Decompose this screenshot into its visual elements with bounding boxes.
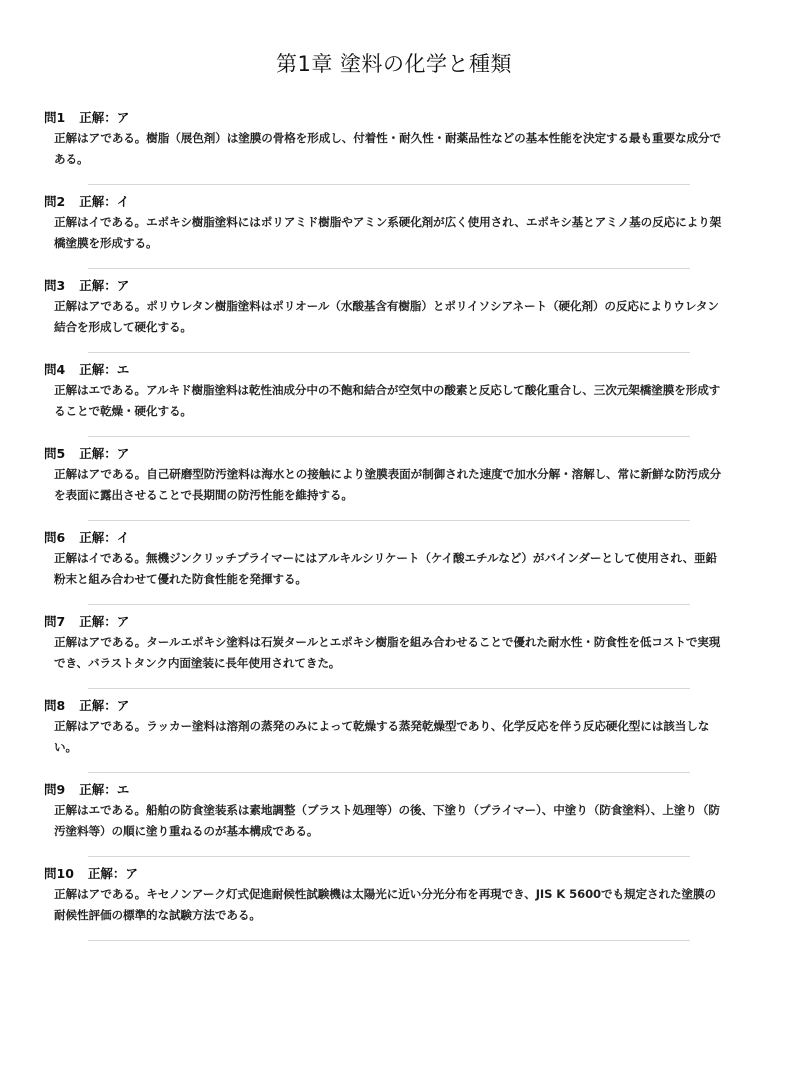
question-number: 問3	[44, 278, 66, 293]
question-number: 問7	[44, 614, 66, 629]
question-header	[44, 444, 724, 464]
divider	[88, 856, 690, 857]
correct-answer: 正解：イ	[79, 530, 130, 545]
answer-item-3	[44, 276, 724, 360]
divider	[88, 268, 690, 269]
question-number: 問1	[44, 110, 66, 125]
divider	[88, 688, 690, 689]
answer-explanation: 正解はエである。アルキド樹脂塗料は乾性油成分中の不飽和結合が空気中の酸素と反応して酸化重合し、三次元架橋塗膜を形成することで乾燥・硬化する。	[54, 383, 721, 418]
question-number: 問6	[44, 530, 66, 545]
correct-answer: 正解：ア	[79, 278, 130, 293]
question-number: 問4	[44, 362, 66, 377]
correct-answer: 正解：イ	[79, 194, 130, 209]
correct-answer: 正解：ア	[79, 614, 130, 629]
correct-answer: 正解：ア	[79, 110, 130, 125]
answer-item-8	[44, 696, 724, 780]
question-header	[44, 612, 724, 632]
divider	[88, 772, 690, 773]
question-header	[44, 696, 724, 716]
question-number: 問8	[44, 698, 66, 713]
divider	[88, 352, 690, 353]
question-header	[44, 780, 724, 800]
question-header	[44, 360, 724, 380]
answer-item-10	[44, 864, 724, 948]
answer-explanation: 正解はアである。ポリウレタン樹脂塗料はポリオール（水酸基含有樹脂）とポリイソシアネート（硬化剤）の反応によりウレタン結合を形成して硬化する。	[54, 299, 719, 334]
answer-item-6	[44, 528, 724, 612]
answer-item-4	[44, 360, 724, 444]
question-number: 問10	[44, 866, 74, 881]
correct-answer: 正解：ア	[87, 866, 138, 881]
answer-item-1	[44, 108, 724, 192]
correct-answer: 正解：ア	[79, 446, 130, 461]
divider	[88, 940, 690, 941]
question-header	[44, 528, 724, 548]
divider	[88, 184, 690, 185]
answer-explanation: 正解はアである。キセノンアーク灯式促進耐候性試験機は太陽光に近い分光分布を再現でき、JIS K 5600でも規定された塗膜の耐候性評価の標準的な試験方法である。	[54, 887, 716, 922]
correct-answer: 正解：エ	[79, 362, 130, 377]
correct-answer: 正解：ア	[79, 698, 130, 713]
answer-explanation: 正解はアである。自己研磨型防汚塗料は海水との接触により塗膜表面が制御された速度で加水分解・溶解し、常に新鮮な防汚成分を表面に露出させることで長期間の防汚性能を維持する。	[54, 467, 721, 502]
question-header	[44, 108, 724, 128]
question-number: 問5	[44, 446, 66, 461]
correct-answer: 正解：エ	[79, 782, 130, 797]
chapter-title: 第1章 塗料の化学と種類	[275, 52, 513, 76]
question-number: 問2	[44, 194, 66, 209]
answer-item-2	[44, 192, 724, 276]
question-header	[44, 192, 724, 212]
answer-explanation: 正解はアである。ラッカー塗料は溶剤の蒸発のみによって乾燥する蒸発乾燥型であり、化学反応を伴う反応硬化型には該当しない。	[54, 719, 710, 754]
answer-explanation: 正解はエである。船舶の防食塗装系は素地調整（ブラスト処理等）の後、下塗り（プライマー）、中塗り（防食塗料）、上塗り（防汚塗料等）の順に塗り重ねるのが基本構成である。	[54, 803, 720, 838]
answer-item-7	[44, 612, 724, 696]
divider	[88, 436, 690, 437]
question-header	[44, 276, 724, 296]
question-number: 問9	[44, 782, 66, 797]
answer-explanation: 正解はアである。樹脂（展色剤）は塗膜の骨格を形成し、付着性・耐久性・耐薬品性などの基本性能を決定する最も重要な成分である。	[54, 131, 721, 166]
divider	[88, 604, 690, 605]
answer-explanation: 正解はイである。エポキシ樹脂塗料にはポリアミド樹脂やアミン系硬化剤が広く使用され、エポキシ基とアミノ基の反応により架橋塗膜を形成する。	[54, 215, 722, 250]
question-header	[44, 864, 724, 884]
answer-explanation: 正解はイである。無機ジンクリッチプライマーにはアルキルシリケート（ケイ酸エチルなど）がバインダーとして使用され、亜鉛粉末と組み合わせて優れた防食性能を発揮する。	[54, 551, 718, 586]
answer-item-9	[44, 780, 724, 864]
divider	[88, 520, 690, 521]
answer-explanation: 正解はアである。タールエポキシ塗料は石炭タールとエポキシ樹脂を組み合わせることで優れた耐水性・防食性を低コストで実現でき、バラストタンク内面塗装に長年使用されてきた。	[54, 635, 721, 670]
answer-list	[44, 108, 724, 948]
answer-item-5	[44, 444, 724, 528]
